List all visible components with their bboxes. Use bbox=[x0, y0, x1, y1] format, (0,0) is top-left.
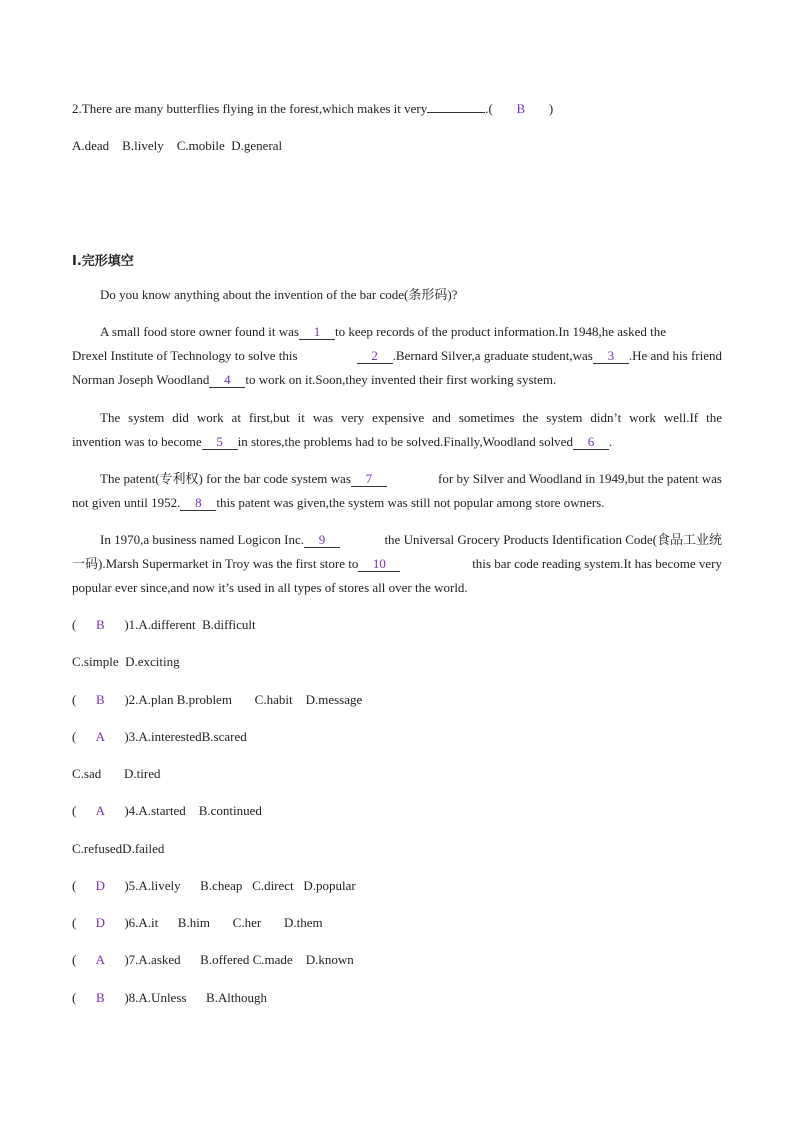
question-4-answer: A bbox=[95, 803, 106, 818]
question-4 bbox=[72, 803, 262, 819]
blank-6: 6 bbox=[573, 435, 609, 450]
blank-9: 9 bbox=[304, 533, 340, 548]
passage-p4-line1 bbox=[100, 532, 722, 548]
passage-text: this patent was given,the system was still not popular among store owners. bbox=[216, 495, 605, 510]
question-paren-open: ( bbox=[72, 617, 77, 632]
question-2-paren-close: ) bbox=[548, 101, 554, 116]
question-5 bbox=[72, 878, 356, 894]
blank-5: 5 bbox=[202, 435, 238, 450]
question-3-answer: A bbox=[95, 729, 106, 744]
passage-text: 一码).Marsh Supermarket in Troy was the first store to bbox=[72, 556, 359, 571]
passage-intro: Do you know anything about the invention of the bar code(条形码)? bbox=[100, 287, 458, 302]
passage-text: to keep records of the product information.In 1948,he asked the bbox=[334, 324, 666, 339]
passage-p4-line2 bbox=[72, 556, 722, 572]
blank-4: 4 bbox=[209, 373, 245, 388]
question-1-answer: B bbox=[96, 617, 105, 632]
passage-text: .Bernard Silver,a graduate student,was bbox=[392, 348, 593, 363]
passage-text: this bar code reading system.It has become very bbox=[472, 556, 722, 571]
blank-1: 1 bbox=[299, 325, 335, 340]
passage-text: not given until 1952. bbox=[72, 495, 181, 510]
question-4-options-line2: C.refusedD.failed bbox=[72, 841, 165, 856]
blank-3: 3 bbox=[593, 349, 629, 364]
question-8-answer: B bbox=[96, 990, 105, 1005]
passage-text: A small food store owner found it was bbox=[100, 324, 299, 339]
question-5-options: )5.A.lively B.cheap C.direct D.popular bbox=[124, 878, 356, 893]
question-1-options-line2: C.simple D.exciting bbox=[72, 654, 180, 669]
question-3-options-line2: C.sad D.tired bbox=[72, 766, 161, 781]
passage-text: invention was to become bbox=[72, 434, 202, 449]
question-6 bbox=[72, 915, 323, 931]
passage-text: Drexel Institute of Technology to solve this bbox=[72, 348, 298, 363]
question-2-stem: 2.There are many butterflies flying in the forest,which makes it very bbox=[72, 101, 428, 116]
question-6-options: )6.A.it B.him C.her D.them bbox=[124, 915, 323, 930]
passage-text: for by Silver and Woodland in 1949,but the patent was bbox=[438, 471, 722, 486]
blank-10: 10 bbox=[358, 557, 400, 572]
question-2-answer: B bbox=[96, 692, 105, 707]
question-4-options: )4.A.started B.continued bbox=[124, 803, 262, 818]
question-paren-open: ( bbox=[72, 915, 77, 930]
question-paren-open: ( bbox=[72, 990, 77, 1005]
blank-2: 2 bbox=[357, 349, 393, 364]
question-2-stem-line bbox=[72, 101, 553, 117]
passage-p3-line2 bbox=[72, 495, 604, 511]
question-8 bbox=[72, 990, 267, 1006]
passage-p4-line3: popular ever since,and now it’s used in all types of stores all over the world. bbox=[72, 580, 468, 595]
question-2-paren-open: .( bbox=[485, 101, 493, 116]
blank-7: 7 bbox=[351, 472, 387, 487]
passage-p2-line1: The system did work at first,but it was very expensive and sometimes the system didn’t work well.If the bbox=[100, 410, 722, 425]
question-paren-open: ( bbox=[72, 878, 77, 893]
passage-text: . bbox=[608, 434, 613, 449]
passage-p1-line2 bbox=[72, 348, 722, 364]
question-2-answer: B bbox=[516, 101, 526, 116]
question-3-options: )3.A.interestedB.scared bbox=[124, 729, 247, 744]
question-7-options: )7.A.asked B.offered C.made D.known bbox=[124, 952, 354, 967]
question-7 bbox=[72, 952, 354, 968]
question-1 bbox=[72, 617, 256, 633]
passage-text: in stores,the problems had to be solved.Finally,Woodland solved bbox=[237, 434, 573, 449]
question-paren-open: ( bbox=[72, 952, 77, 967]
question-2-options: )2.A.plan B.problem C.habit D.message bbox=[124, 692, 363, 707]
section-heading: Ⅰ.完形填空 bbox=[72, 254, 134, 269]
question-paren-open: ( bbox=[72, 729, 77, 744]
passage-p2-line2 bbox=[72, 434, 612, 450]
passage-text: Norman Joseph Woodland bbox=[72, 372, 210, 387]
question-3 bbox=[72, 729, 247, 745]
question-paren-open: ( bbox=[72, 803, 77, 818]
passage-p3-line1 bbox=[100, 471, 722, 487]
question-2-options: A.dead B.lively C.mobile D.general bbox=[72, 138, 283, 153]
question-7-answer: A bbox=[95, 952, 106, 967]
question-2 bbox=[72, 692, 362, 708]
question-paren-open: ( bbox=[72, 692, 77, 707]
passage-text: the Universal Grocery Products Identification Code(食品工业统 bbox=[384, 532, 722, 547]
passage-p1-line1 bbox=[100, 324, 722, 340]
passage-p1-line3 bbox=[72, 372, 556, 388]
question-6-answer: D bbox=[95, 915, 106, 930]
question-5-answer: D bbox=[95, 878, 106, 893]
question-8-options: )8.A.Unless B.Although bbox=[124, 990, 267, 1005]
passage-text: The patent(专利权) for the bar code system was bbox=[100, 471, 351, 486]
passage-text: .He and his friend bbox=[628, 348, 722, 363]
question-1-options: )1.A.different B.difficult bbox=[124, 617, 256, 632]
question-2-blank bbox=[427, 112, 485, 113]
blank-8: 8 bbox=[180, 496, 216, 511]
passage-text: In 1970,a business named Logicon Inc. bbox=[100, 532, 304, 547]
passage-text: to work on it.Soon,they invented their first working system. bbox=[245, 372, 557, 387]
